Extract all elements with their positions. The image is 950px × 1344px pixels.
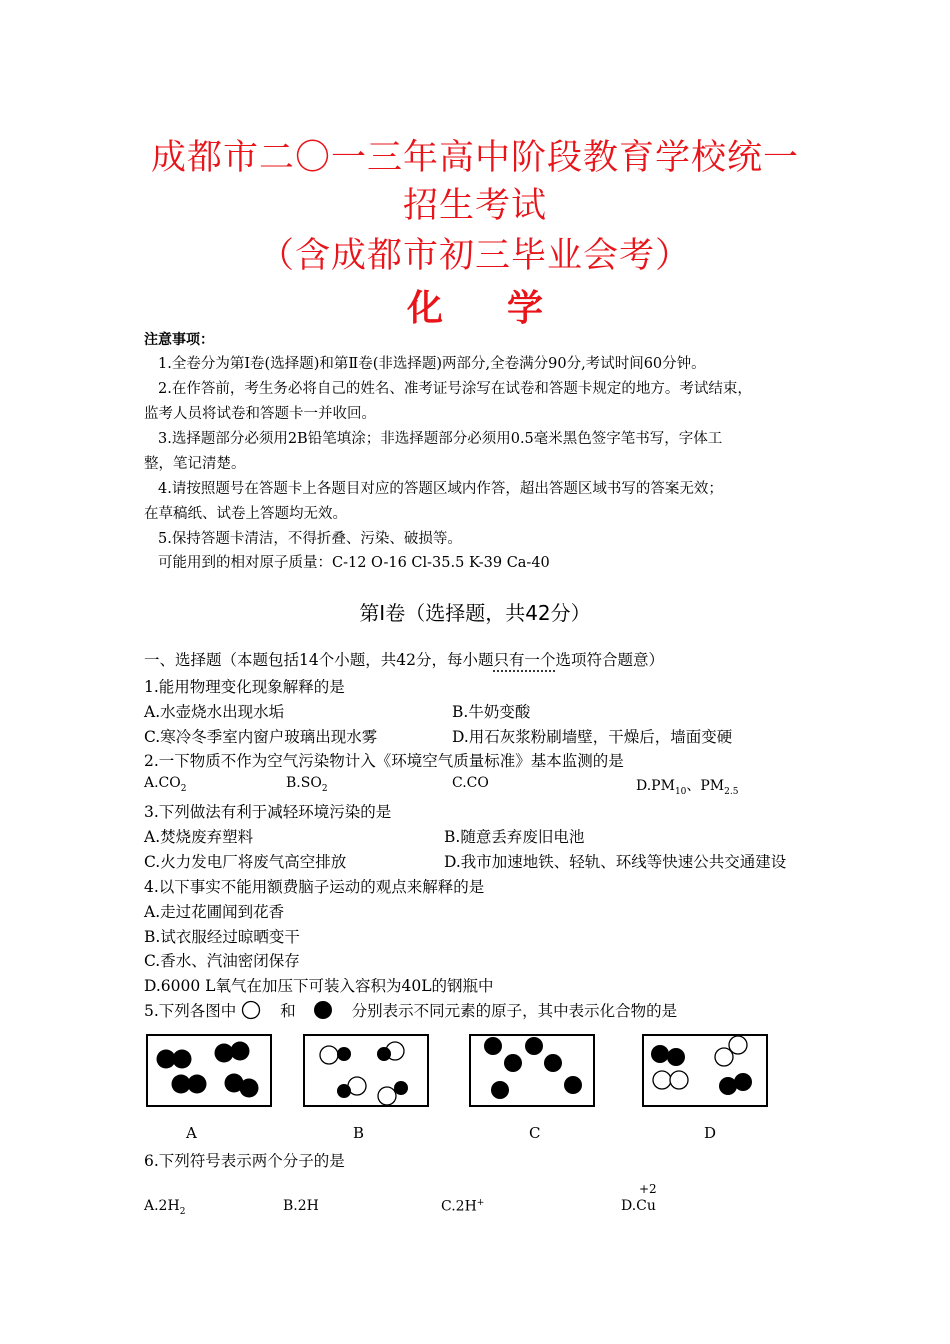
q5-label-c: C [529,1124,541,1142]
notice-item-2a: 2.在作答前，考生务必将自己的姓名、准考证号涂写在试卷和答题卡规定的地方。考试结束， [158,381,752,397]
q5-label-b: B [353,1124,365,1142]
title-line-3: （含成都市初三毕业会考） [258,236,691,276]
q3-option-c: C.火力发电厂将废气高空排放 [144,853,347,871]
intro-pre: 一、选择题（本题包括14个小题，共42分，每小题 [144,651,494,669]
q4-option-d: D.6000 L氧气在加压下可装入容积为40L的钢瓶中 [144,977,494,995]
notice-item-3b: 整，笔记清楚。 [144,456,246,472]
notice-item-4a: 4.请按照题号在答题卡上各题目对应的答题区域内作答，超出答题区域书写的答案无效； [158,481,723,497]
notice-item-2b: 监考人员将试卷和答题卡一并收回。 [144,406,376,422]
black-atom-icon [313,1000,335,1020]
q2-option-a [144,775,186,794]
q5-label-d: D [704,1124,717,1142]
notice-item-3a: 3.选择题部分必须用2B铅笔填涂；非选择题部分必须用0.5毫米黑色签字笔书写，字体工 [158,431,723,447]
q5-stem-mid: 和 [280,1002,296,1020]
diagram-b-atoms [305,1036,427,1105]
q2-a-sub: 2 [180,783,187,794]
q6-a-text: A.2H [144,1198,180,1214]
q4-option-b: B.试衣服经过晾晒变干 [144,928,300,946]
notice-item-1: 1.全卷分为第Ⅰ卷(选择题)和第Ⅱ卷(非选择题)两部分,全卷满分90分,考试时间60分钟。 [158,356,706,372]
q3-option-b: B.随意丢弃废旧电池 [444,828,585,846]
q1-option-c: C.寒冷冬季室内窗户玻璃出现水雾 [144,728,378,746]
q6-c-sup: + [476,1198,485,1208]
q5-stem-pre: 5.下列各图中 [144,1002,237,1020]
q2-option-b [286,775,328,794]
q6-a-sub: 2 [179,1206,186,1217]
q3-option-a: A.焚烧废弃塑料 [144,828,254,846]
intro-post: 选项符合题意） [555,651,664,669]
q2-option-d [636,775,738,797]
title-line-1: 成都市二〇一三年高中阶段教育学校统一 [150,138,799,178]
diagram-d-atoms [644,1036,766,1105]
q6-option-a [144,1198,185,1217]
q5-diagram-b [303,1034,429,1107]
section-intro [144,648,664,670]
q5-stem [144,999,677,1021]
q1-option-d: D.用石灰浆粉刷墙壁，干燥后，墙面变硬 [452,728,733,746]
q2-b-text: B.SO [286,775,322,791]
subject-title: 化学 [406,288,607,329]
notice-heading: 注意事项： [144,332,214,348]
q2-d-text: D.PM [636,778,675,794]
q2-d-mid: 、PM [686,778,725,794]
q6-stem: 6.下列符号表示两个分子的是 [144,1152,345,1170]
q6-d-charge: +2 [639,1182,657,1196]
q2-d-sub2: 2.5 [724,786,739,797]
q6-option-c [441,1198,484,1215]
intro-emphasis: 只有一个 [493,651,556,669]
q2-option-c: C.CO [452,775,489,791]
q1-stem: 1.能用物理变化现象解释的是 [144,678,345,696]
q2-b-sub: 2 [321,783,328,794]
q4-option-c: C.香水、汽油密闭保存 [144,952,300,970]
q3-stem: 3.下列做法有利于减轻环境污染的是 [144,803,392,821]
q1-option-a: A.水壶烧水出现水垢 [144,703,285,721]
q6-option-d: D.Cu [621,1198,656,1214]
section-title: 第Ⅰ卷（选择题，共42分） [359,601,591,625]
diagram-c-atoms [471,1036,593,1105]
q6-c-text: C.2H [441,1198,477,1215]
notice-item-5: 5.保持答题卡清洁，不得折叠、污染、破损等。 [158,531,462,547]
diagram-a-atoms [148,1036,270,1105]
q1-option-b: B.牛奶变酸 [452,703,531,721]
notice-item-4b: 在草稿纸、试卷上答题均无效。 [144,506,347,522]
q5-diagram-d [642,1034,768,1107]
q4-stem: 4.以下事实不能用额费脑子运动的观点来解释的是 [144,878,485,896]
white-atom-icon [241,1000,263,1020]
q5-label-a: A [186,1124,197,1142]
q6-option-b: B.2H [283,1198,319,1214]
title-line-2: 招生考试 [402,186,547,226]
q5-diagram-c [469,1034,595,1107]
atomic-mass-note: 可能用到的相对原子质量：C-12 O-16 Cl-35.5 K-39 Ca-40 [158,555,550,571]
q2-d-sub1: 10 [674,786,687,797]
q5-diagram-a [146,1034,272,1107]
q4-option-a: A.走过花圃闻到花香 [144,903,285,921]
q2-stem: 2.一下物质不作为空气污染物计入《环境空气质量标准》基本监测的是 [144,752,624,770]
q2-a-text: A.CO [144,775,181,791]
q5-stem-post: 分别表示不同元素的原子，其中表示化合物的是 [351,1002,678,1020]
q3-option-d: D.我市加速地铁、轻轨、环线等快速公共交通建设 [444,853,787,871]
